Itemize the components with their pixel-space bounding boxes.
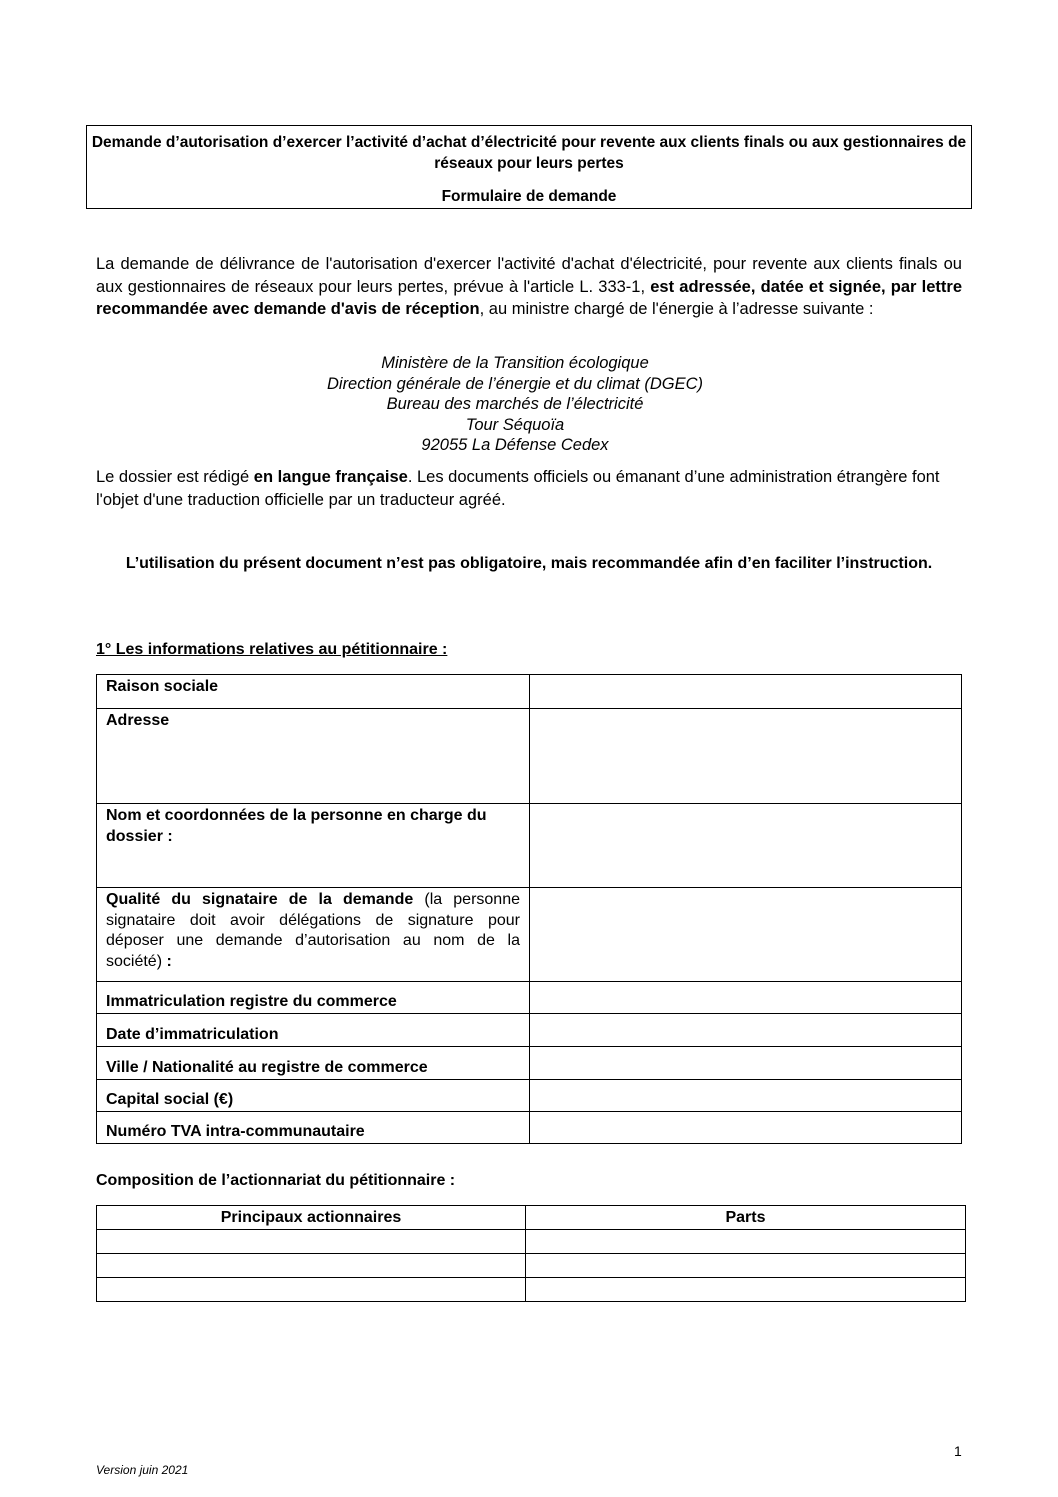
field-label: Capital social (€) [97,1080,530,1112]
field-label: Date d’immatriculation [97,1014,530,1047]
table-cell[interactable] [97,1278,526,1302]
table-row [97,1047,962,1080]
field-value-cell[interactable] [530,804,962,888]
language-text-end: . Les documents officiels ou émanant d’une administration étrangère font l'objet d'une traduction officielle par un traducteur agréé. [96,468,940,509]
language-text-start: Le dossier est rédigé [96,468,254,486]
section2-heading: Composition de l’actionnariat du pétitionnaire : [96,1172,456,1189]
field-label: Adresse [97,709,530,804]
form-title-box [86,125,972,209]
field-value-cell[interactable] [530,1014,962,1047]
table-row [97,982,962,1014]
table-cell[interactable] [97,1230,526,1254]
table-cell[interactable] [526,1278,966,1302]
address-line: Ministère de la Transition écologique [381,354,649,372]
applicant-info-table [96,674,962,1144]
field-value-cell[interactable] [530,1047,962,1080]
field-label: Nom et coordonnées de la personne en charge du dossier : [97,804,530,888]
signatory-label-note: (la personne signataire doit avoir délégations de signature pour déposer une demande d’autorisation au nom de la société) [106,891,520,970]
table-row [97,1254,966,1278]
table-row [97,1230,966,1254]
table-row [97,675,962,709]
table-row [97,1014,962,1047]
field-value-cell[interactable] [530,1112,962,1144]
table-cell[interactable] [526,1254,966,1278]
field-label: Immatriculation registre du commerce [97,982,530,1014]
section1-heading: 1° Les informations relatives au pétitionnaire : [96,641,448,658]
address-line: Tour Séquoïa [465,415,565,434]
field-value-cell[interactable] [530,675,962,709]
ministry-address [280,353,750,456]
table-row [97,709,962,804]
address-line: Bureau des marchés de l’électricité [386,395,644,413]
table-row [97,1080,962,1112]
signatory-label-bold: Qualité du signataire de la demande [106,891,414,908]
shareholders-table [96,1205,966,1302]
column-header: Principaux actionnaires [97,1206,526,1230]
field-value-cell[interactable] [530,709,962,804]
field-label-signatory [97,888,530,982]
form-title: Demande d’autorisation d’exercer l’activité d’achat d’électricité pour revente aux clients finals ou aux gestionnaires de réseaux pour leurs pertes [91,134,967,172]
address-line: Direction générale de l’énergie et du climat (DGEC) [326,374,703,393]
table-cell[interactable] [97,1254,526,1278]
table-row [97,888,962,982]
language-text-bold: en langue française [253,468,408,486]
field-value-cell[interactable] [530,982,962,1014]
table-row [97,1278,966,1302]
table-row [97,1112,962,1144]
form-subtitle: Formulaire de demande [441,188,617,205]
intro-text-bold: est adressée, datée et signée, par lettre recommandée avec demande d'avis de réception [96,277,962,318]
field-value-cell[interactable] [530,1080,962,1112]
intro-paragraph [96,253,962,321]
field-value-cell[interactable] [530,888,962,982]
intro-text-end: , au ministre chargé de l'énergie à l’adresse suivante : [479,300,874,318]
page-number: 1 [954,1443,962,1459]
language-paragraph [96,466,962,511]
column-header: Parts [526,1206,966,1230]
field-label: Numéro TVA intra-communautaire [97,1112,530,1144]
signatory-label-tail: : [162,952,172,970]
table-header-row [97,1206,966,1230]
table-row [97,804,962,888]
version-note: Version juin 2021 [96,1463,189,1477]
field-label: Ville / Nationalité au registre de commerce [97,1047,530,1080]
table-cell[interactable] [526,1230,966,1254]
intro-text-start: La demande de délivrance de l'autorisation d'exercer l'activité d'achat d'électricité, pour revente aux clients finals ou aux gestionnaires de réseaux pour leurs pertes, prévue à l'article L. 333-1, [96,255,962,296]
usage-note: L’utilisation du présent document n’est pas obligatoire, mais recommandée afin d’en faciliter l’instruction. [125,555,933,572]
field-label: Raison sociale [97,675,530,709]
address-line: 92055 La Défense Cedex [421,436,609,454]
